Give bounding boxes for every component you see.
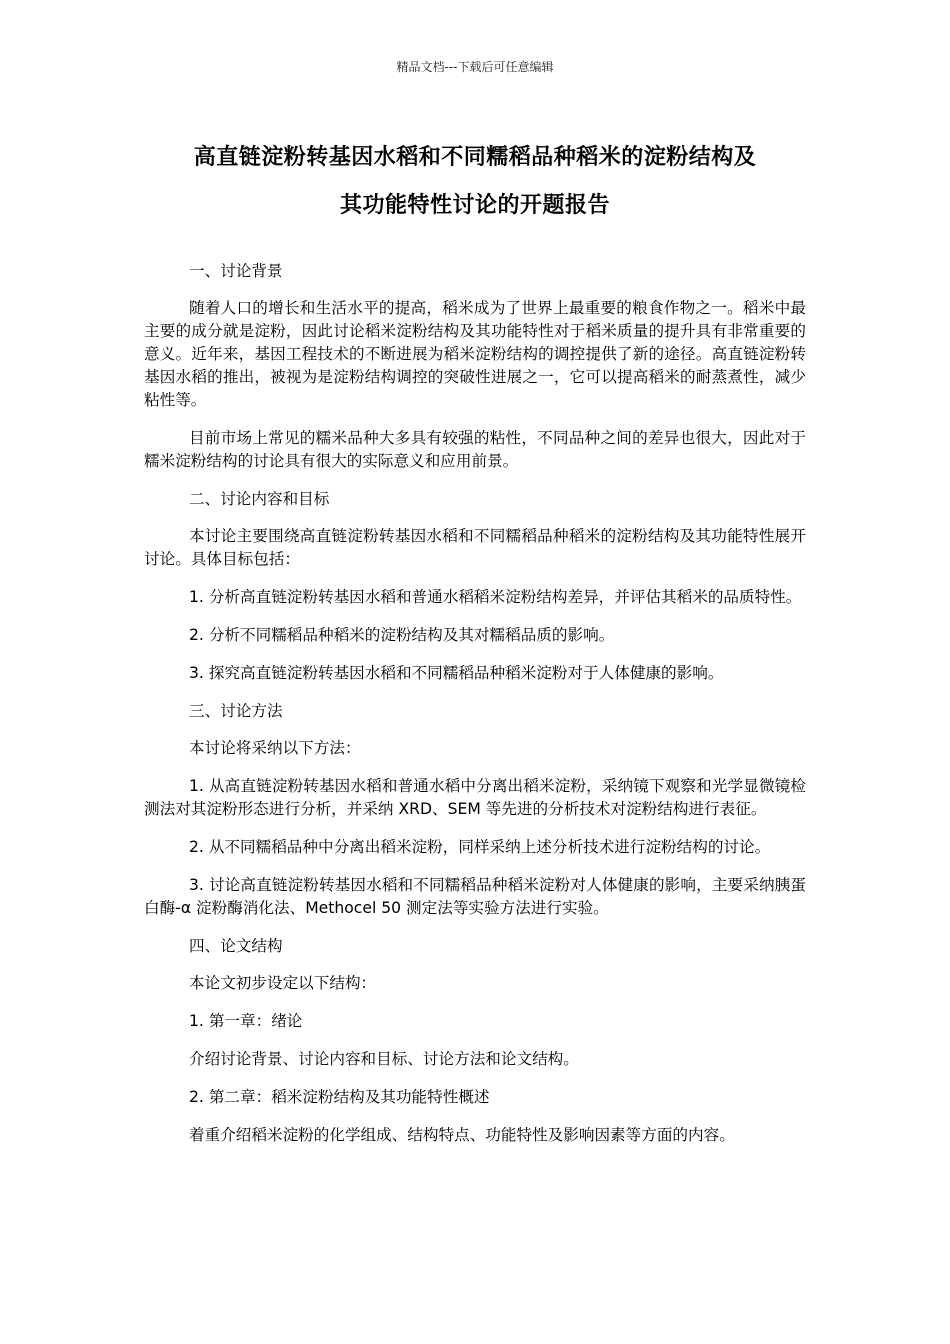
section-heading-background: 一、讨论背景	[189, 262, 283, 280]
chapter-2-description: 着重介绍稻米淀粉的化学组成、结构特点、功能特性及影响因素等方面的内容。	[189, 1126, 735, 1144]
method-item-3: 3. 讨论高直链淀粉转基因水稻和不同糯稻品种稻米淀粉对人体健康的影响，主要采纳胰蛋白酶-α 淀粉酶消化法、Methocel 50 测定法等实验方法进行实验。	[144, 876, 806, 917]
goal-item-2: 2. 分析不同糯稻品种稻米的淀粉结构及其对糯稻品质的影响。	[189, 626, 615, 644]
goal-item-1: 1. 分析高直链淀粉转基因水稻和普通水稻稻米淀粉结构差异，并评估其稻米的品质特性。	[189, 588, 802, 606]
method-item-1: 1. 从高直链淀粉转基因水稻和普通水稻中分离出稻米淀粉，采纳镜下观察和光学显微镜检测法对其淀粉形态进行分析，并采纳 XRD、SEM 等先进的分析技术对淀粉结构进行表征。	[144, 777, 806, 818]
paragraph-content-intro: 本讨论主要围绕高直链淀粉转基因水稻和不同糯稻品种稻米的淀粉结构及其功能特性展开讨论。具体目标包括：	[144, 527, 806, 568]
chapter-1-title: 1. 第一章：绪论	[189, 1012, 303, 1030]
document-body	[144, 260, 806, 1162]
chapter-2-title: 2. 第二章：稻米淀粉结构及其功能特性概述	[189, 1088, 490, 1106]
section-heading-content-goals: 二、讨论内容和目标	[189, 490, 330, 508]
paragraph-background-2: 目前市场上常见的糯米品种大多具有较强的粘性，不同品种之间的差异也很大，因此对于糯米淀粉结构的讨论具有很大的实际意义和应用前景。	[144, 429, 806, 470]
method-item-2: 2. 从不同糯稻品种中分离出稻米淀粉，同样采纳上述分析技术进行淀粉结构的讨论。	[189, 838, 771, 856]
paragraph-methods-intro: 本讨论将采纳以下方法：	[189, 739, 361, 757]
paragraph-background-1: 随着人口的增长和生活水平的提高，稻米成为了世界上最重要的粮食作物之一。稻米中最主要的成分就是淀粉，因此讨论稻米淀粉结构及其功能特性对于稻米质量的提升具有非常重要的意义。近年来，基因工程技术的不断进展为稻米淀粉结构的调控提供了新的途径。高直链淀粉转基因水稻的推出，被视为是淀粉结构调控的突破性进展之一，它可以提高稻米的耐蒸煮性，减少粘性等。	[144, 299, 806, 409]
header-note: 精品文档---下载后可任意编辑	[396, 60, 554, 74]
section-heading-methods: 三、讨论方法	[189, 702, 283, 720]
goal-item-3: 3. 探究高直链淀粉转基因水稻和不同糯稻品种稻米淀粉对于人体健康的影响。	[189, 664, 724, 682]
chapter-1-description: 介绍讨论背景、讨论内容和目标、讨论方法和论文结构。	[189, 1050, 579, 1068]
document-title-line-1: 高直链淀粉转基因水稻和不同糯稻品种稻米的淀粉结构及	[193, 145, 757, 170]
document-title-line-2: 其功能特性讨论的开题报告	[339, 193, 610, 218]
section-heading-structure: 四、论文结构	[189, 937, 283, 955]
paragraph-structure-intro: 本论文初步设定以下结构：	[189, 974, 377, 992]
